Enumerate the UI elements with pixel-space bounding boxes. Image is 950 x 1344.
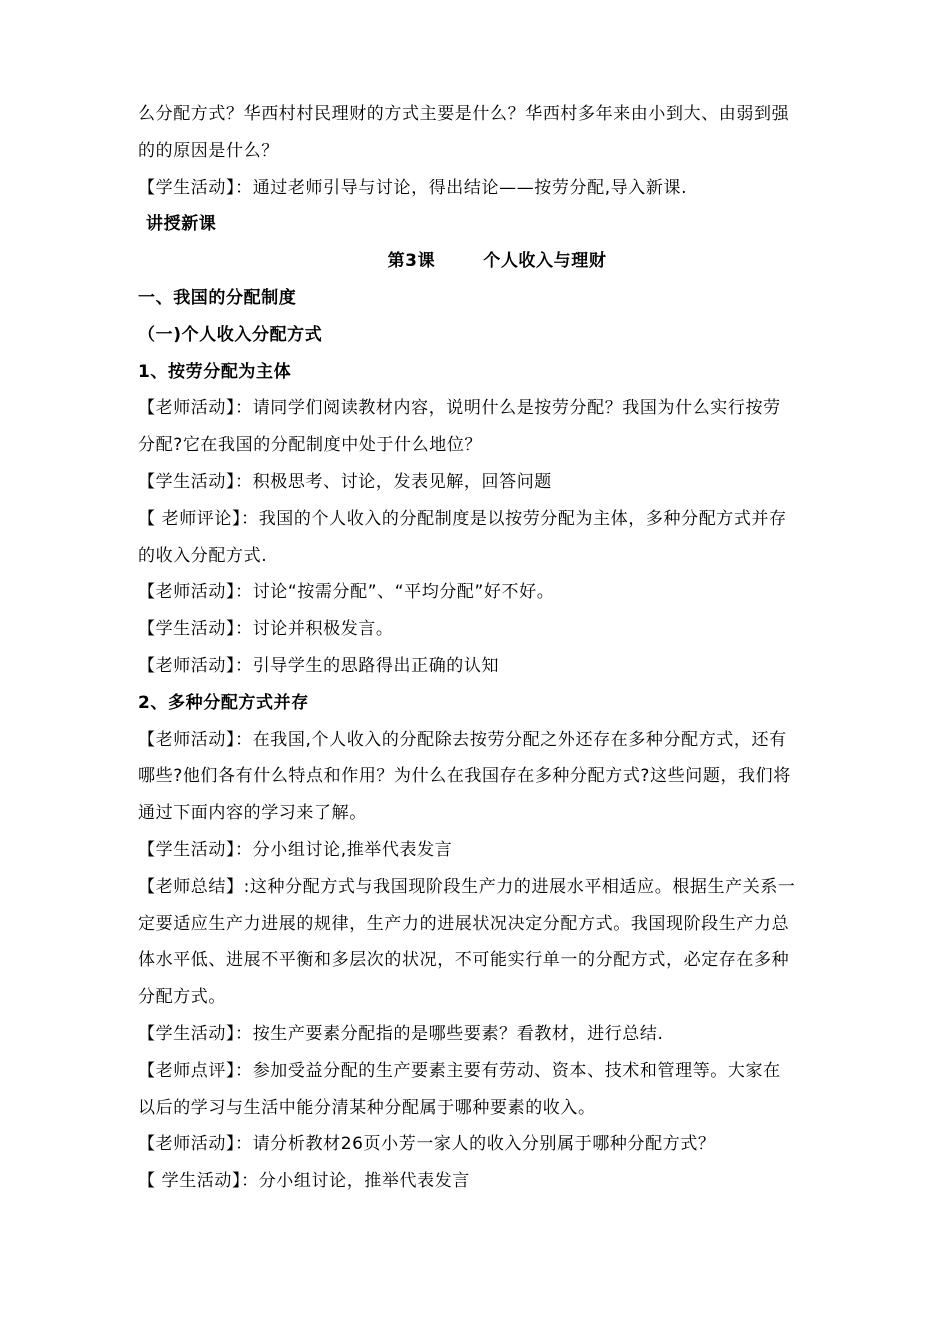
teacher-activity-line: 【老师活动】：引导学生的思路得出正确的认知: [138, 655, 500, 676]
paragraph-line: 体水平低、进展不平衡和多层次的状况，不可能实行单一的分配方式，必定存在多种: [138, 950, 790, 971]
student-activity-line: 【学生活动】：通过老师引导与讨论，得出结论——按劳分配,导入新课.: [138, 177, 688, 198]
paragraph-line: 定要适应生产力进展的规律，生产力的进展状况决定分配方式。我国现阶段生产力总: [138, 913, 790, 934]
student-activity-line: 【学生活动】：分小组讨论,推举代表发言: [138, 839, 453, 860]
teacher-comment-line: 【老师点评】：参加受益分配的生产要素主要有劳动、资本、技术和管理等。大家在: [138, 1060, 781, 1081]
teacher-summary-line: 【老师总结】:这种分配方式与我国现阶段生产力的进展水平相适应。根据生产关系一: [138, 876, 796, 897]
document-page: [138, 96, 856, 1200]
paragraph-line: 通过下面内容的学习来了解。: [138, 803, 367, 824]
paragraph-line: 分配方式。: [138, 987, 226, 1008]
paragraph-line: 哪些?他们各有什么特点和作用？为什么在我国存在多种分配方式?这些问题，我们将: [138, 766, 791, 787]
heading-distribution-system: 一、我国的分配制度: [138, 287, 297, 308]
lesson-number: 第3课: [387, 251, 436, 272]
lesson-title: [138, 243, 856, 280]
teacher-activity-line: 【老师活动】：请同学们阅读教材内容，说明什么是按劳分配？我国为什么实行按劳: [138, 398, 781, 419]
teacher-comment-line: 【 老师评论】：我国的个人收入的分配制度是以按劳分配为主体，多种分配方式并存: [138, 508, 787, 529]
paragraph-line: 的的原因是什么？: [138, 140, 279, 161]
paragraph-line: 的收入分配方式.: [138, 545, 268, 566]
teacher-activity-line: 【老师活动】：请分析教材26页小芳一家人的收入分别属于哪种分配方式？: [138, 1134, 716, 1155]
paragraph-line: 以后的学习与生活中能分清某种分配属于哪种要素的收入。: [138, 1097, 596, 1118]
student-activity-line: 【学生活动】：讨论并积极发言。: [138, 619, 394, 640]
subheading-income-distribution: （一)个人收入分配方式: [138, 324, 323, 345]
subheading-multiple-distribution: 2、多种分配方式并存: [138, 692, 309, 713]
teacher-activity-line: 【老师活动】：讨论“按需分配”、“平均分配”好不好。: [138, 582, 555, 603]
student-activity-line: 【学生活动】：按生产要素分配指的是哪些要素？看教材，进行总结.: [138, 1023, 664, 1044]
student-activity-line: 【学生活动】：积极思考、讨论，发表见解，回答问题: [138, 471, 552, 492]
paragraph-line: 分配?它在我国的分配制度中处于什么地位？: [138, 435, 483, 456]
paragraph-line: 么分配方式？华西村村民理财的方式主要是什么？华西村多年来由小到大、由弱到强: [138, 104, 790, 124]
student-activity-line: 【 学生活动】：分小组讨论，推举代表发言: [138, 1171, 470, 1192]
teacher-activity-line: 【老师活动】：在我国,个人收入的分配除去按劳分配之外还存在多种分配方式，还有: [138, 729, 787, 750]
subheading-labor-distribution: 1、按劳分配为主体: [138, 361, 292, 382]
section-heading-new-lesson: 讲授新课: [146, 214, 217, 235]
lesson-name: 个人收入与理财: [483, 251, 607, 272]
